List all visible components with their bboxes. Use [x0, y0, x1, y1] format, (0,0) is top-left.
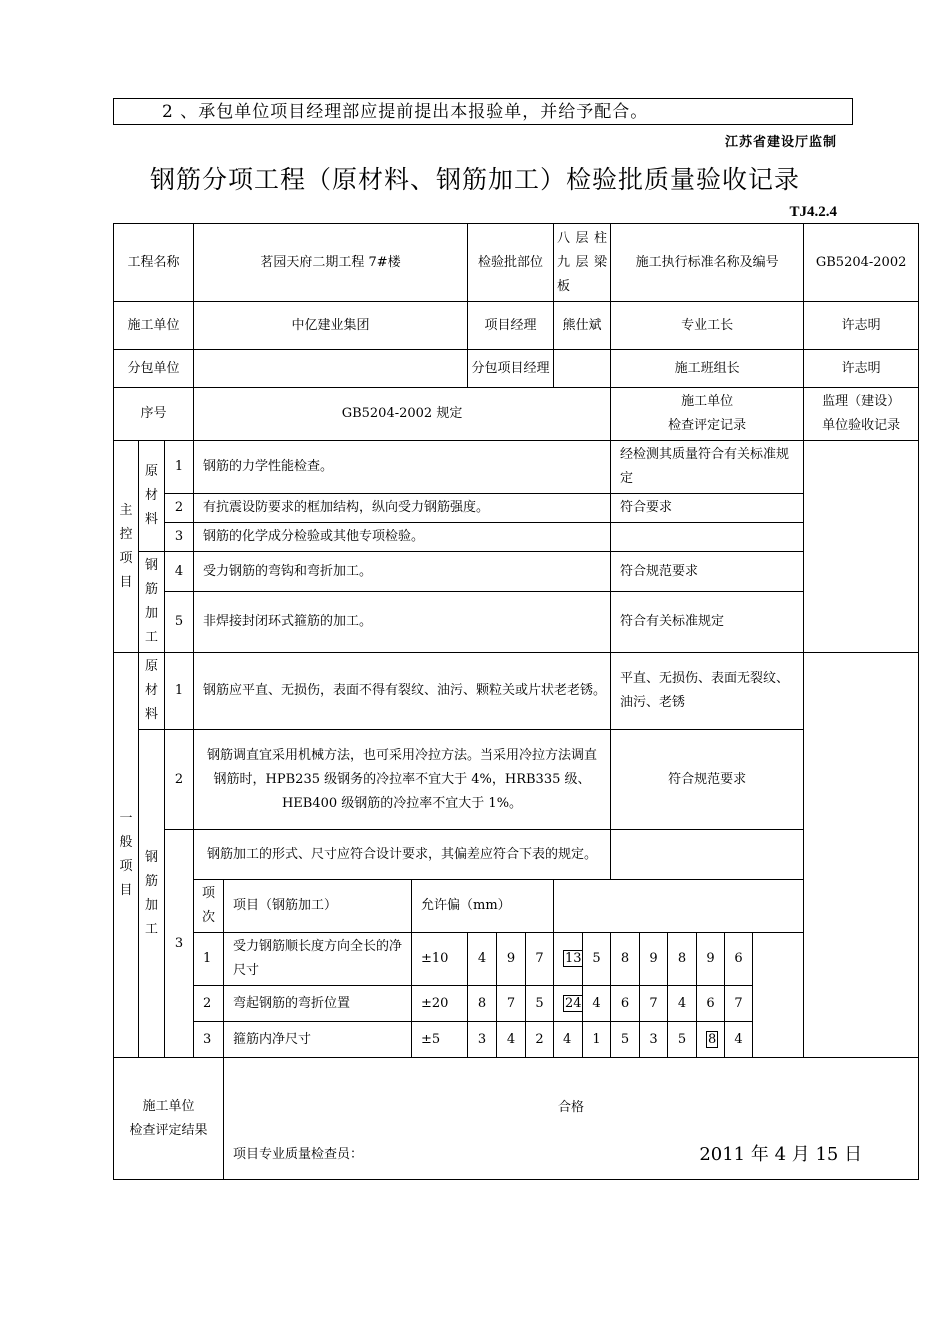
main-item-record — [611, 523, 804, 552]
team-leader-label: 施工班组长 — [611, 350, 804, 388]
general-supervision-cell — [804, 653, 919, 1058]
inspection-record-table — [113, 223, 919, 1180]
general-item-no: 1 — [165, 653, 194, 730]
main-item-text: 非焊接封闭环式箍筋的加工。 — [194, 592, 611, 653]
main-item-row-2 — [114, 494, 919, 523]
subcontractor-value — [194, 350, 468, 388]
measure-value: 9 — [697, 933, 725, 986]
check-record-header-line1: 施工单位 — [681, 394, 734, 409]
main-item-record: 符合有关标准规定 — [611, 592, 804, 653]
measure-value: 4 — [725, 1022, 753, 1058]
exceed-mark: 8 — [708, 1031, 717, 1047]
tolerance-row-no: 2 — [194, 986, 224, 1022]
foreman-value: 许志明 — [804, 302, 919, 350]
main-item-no: 1 — [165, 441, 194, 494]
measure-value: 5 — [668, 1022, 697, 1058]
rule-header: GB5204-2002 规定 — [194, 388, 611, 441]
measure-value: 4 — [554, 1022, 583, 1058]
foreman-label: 专业工长 — [611, 302, 804, 350]
form-code: TJ4.2.4 — [789, 204, 837, 220]
standard-value: GB5204-2002 — [804, 224, 919, 302]
project-manager-label: 项目经理 — [468, 302, 554, 350]
check-record-header — [611, 388, 804, 441]
team-leader-value: 许志明 — [804, 350, 919, 388]
main-item-record: 经检测其质量符合有关标准规定 — [611, 441, 804, 494]
measure-value: 8 — [611, 933, 640, 986]
tolerance-blank-header — [554, 880, 804, 933]
tolerance-row-1 — [114, 933, 919, 986]
general-item-record: 符合规范要求 — [611, 730, 804, 830]
measure-value: 4 — [668, 986, 697, 1022]
exceed-mark: 13 — [565, 951, 582, 966]
tolerance-row-no: 3 — [194, 1022, 224, 1058]
measure-value: 8 — [668, 933, 697, 986]
main-item-record: 符合要求 — [611, 494, 804, 523]
main-item-text: 有抗震设防要求的框加结构，纵向受力钢筋强度。 — [194, 494, 611, 523]
general-item-row-2 — [114, 730, 919, 830]
measure-value: 5 — [611, 1022, 640, 1058]
main-item-row-5 — [114, 592, 919, 653]
project-manager-value: 熊仕斌 — [554, 302, 611, 350]
contractor-value: 中亿建业集团 — [194, 302, 468, 350]
measure-value: 7 — [497, 986, 526, 1022]
tolerance-row-no: 1 — [194, 933, 224, 986]
signoff-label-line1: 施工单位 — [142, 1098, 195, 1114]
project-name-value: 茗园天府二期工程 7#楼 — [194, 224, 468, 302]
general-item-row-1 — [114, 653, 919, 730]
signoff-date: 2011 年 4 月 15 日 — [699, 1144, 863, 1165]
measure-value: 4 — [497, 1022, 526, 1058]
measure-value: 5 — [583, 933, 611, 986]
main-item-record: 符合规范要求 — [611, 552, 804, 592]
main-item-row-1 — [114, 441, 919, 494]
measure-value: 5 — [526, 986, 554, 1022]
sub-pm-value — [554, 350, 611, 388]
general-group-label: 一般项目 — [114, 653, 139, 1058]
header-row-project — [114, 224, 919, 302]
supervisor-label: 江苏省建设厅监制 — [724, 135, 837, 150]
general-item-text: 钢筋调直宜采用机械方法，也可采用冷拉方法。当采用冷拉方法调直钢筋时，HPB235 级钢务的冷拉率不宜大于 4%，HRB335 级、HEB400 级钢筋的冷拉率不宜大于 1%。 — [194, 730, 611, 830]
supervision-header-line2: 单位验收记录 — [822, 418, 901, 433]
signoff-result-cell — [224, 1058, 919, 1180]
tolerance-row-3 — [114, 1022, 919, 1058]
signoff-label-line2: 检查评定结果 — [129, 1122, 208, 1138]
inspector-label: 项目专业质量检查员： — [233, 1147, 364, 1162]
main-item-text: 钢筋的力学性能检查。 — [194, 441, 611, 494]
sub-pm-label: 分包项目经理 — [468, 350, 554, 388]
tolerance-row-tol: ±10 — [412, 933, 468, 986]
tolerance-row-item: 箍筋内净尺寸 — [224, 1022, 412, 1058]
main-item-no: 2 — [165, 494, 194, 523]
tolerance-row-tol: ±20 — [412, 986, 468, 1022]
general-item-no: 3 — [165, 830, 194, 1058]
measure-value-exceeded — [697, 1022, 725, 1058]
measure-value-exceeded — [554, 933, 583, 986]
measure-value: 6 — [611, 986, 640, 1022]
measure-value: 7 — [725, 986, 753, 1022]
measure-value: 9 — [497, 933, 526, 986]
tolerance-row-item: 弯起钢筋的弯折位置 — [224, 986, 412, 1022]
tolerance-row-tol: ±5 — [412, 1022, 468, 1058]
supervision-header-line1: 监理（建设） — [822, 394, 901, 409]
main-control-group-label: 主控项目 — [114, 441, 139, 653]
measure-value: 2 — [526, 1022, 554, 1058]
tolerance-item-header: 项目（钢筋加工） — [224, 880, 412, 933]
document-title: 钢筋分项工程（原材料、钢筋加工）检验批质量验收记录 — [149, 165, 800, 194]
main-item-row-4 — [114, 552, 919, 592]
main-item-text: 钢筋的化学成分检验或其他专项检验。 — [194, 523, 611, 552]
batch-part-label: 检验批部位 — [468, 224, 554, 302]
batch-part-value: 八层柱九层梁板 — [554, 224, 611, 302]
contractor-label: 施工单位 — [114, 302, 194, 350]
tolerance-row-2 — [114, 986, 919, 1022]
general-item-record: 平直、无损伤、表面无裂纹、油污、老锈 — [611, 653, 804, 730]
general-raw-label: 原材料 — [139, 653, 165, 730]
general-item-text: 钢筋应平直、无损伤，表面不得有裂纹、油污、颗粒关或片状老老锈。 — [194, 653, 611, 730]
subcontractor-label: 分包单位 — [114, 350, 194, 388]
general-item-text: 钢筋加工的形式、尺寸应符合设计要求，其偏差应符合下表的规定。 — [194, 830, 611, 880]
main-item-no: 5 — [165, 592, 194, 653]
measure-value: 4 — [583, 986, 611, 1022]
standard-label: 施工执行标准名称及编号 — [611, 224, 804, 302]
project-name-label: 工程名称 — [114, 224, 194, 302]
signoff-row — [114, 1058, 919, 1180]
header-row-contractor — [114, 302, 919, 350]
top-note: 2 、承包单位项目经理部应提前提出本报验单，并给予配合。 — [113, 98, 853, 125]
main-item-no: 4 — [165, 552, 194, 592]
measure-value: 9 — [640, 933, 668, 986]
main-supervision-cell — [804, 441, 919, 653]
general-item-row-3 — [114, 830, 919, 880]
main-processing-label: 钢筋加工 — [139, 552, 165, 653]
signoff-result: 合格 — [558, 1100, 585, 1115]
column-header-row — [114, 388, 919, 441]
main-item-no: 3 — [165, 523, 194, 552]
measure-value: 4 — [468, 933, 497, 986]
general-processing-label: 钢筋加工 — [139, 730, 165, 1058]
measure-value: 7 — [640, 986, 668, 1022]
general-item-no: 2 — [165, 730, 194, 830]
tolerance-header-row — [114, 880, 919, 933]
seq-header: 序号 — [114, 388, 194, 441]
measure-value: 1 — [583, 1022, 611, 1058]
measure-value: 8 — [468, 986, 497, 1022]
measure-value: 3 — [640, 1022, 668, 1058]
main-item-text: 受力钢筋的弯钩和弯折加工。 — [194, 552, 611, 592]
header-row-subcontractor — [114, 350, 919, 388]
supervision-header — [804, 388, 919, 441]
measure-value-exceeded — [554, 986, 583, 1022]
tolerance-value-header: 允许偏（mm） — [412, 880, 554, 933]
tolerance-no-header: 项次 — [194, 880, 224, 933]
signoff-label — [114, 1058, 224, 1180]
exceed-mark: 24 — [565, 995, 582, 1011]
tolerance-row-item: 受力钢筋顺长度方向全长的净尺寸 — [224, 933, 412, 986]
measure-value: 6 — [697, 986, 725, 1022]
measure-value: 3 — [468, 1022, 497, 1058]
measure-value: 6 — [725, 933, 753, 986]
general-item-record — [611, 830, 804, 880]
main-item-row-3 — [114, 523, 919, 552]
check-record-header-line2: 检查评定记录 — [668, 418, 747, 433]
measure-value: 7 — [526, 933, 554, 986]
main-raw-label: 原材料 — [139, 441, 165, 552]
